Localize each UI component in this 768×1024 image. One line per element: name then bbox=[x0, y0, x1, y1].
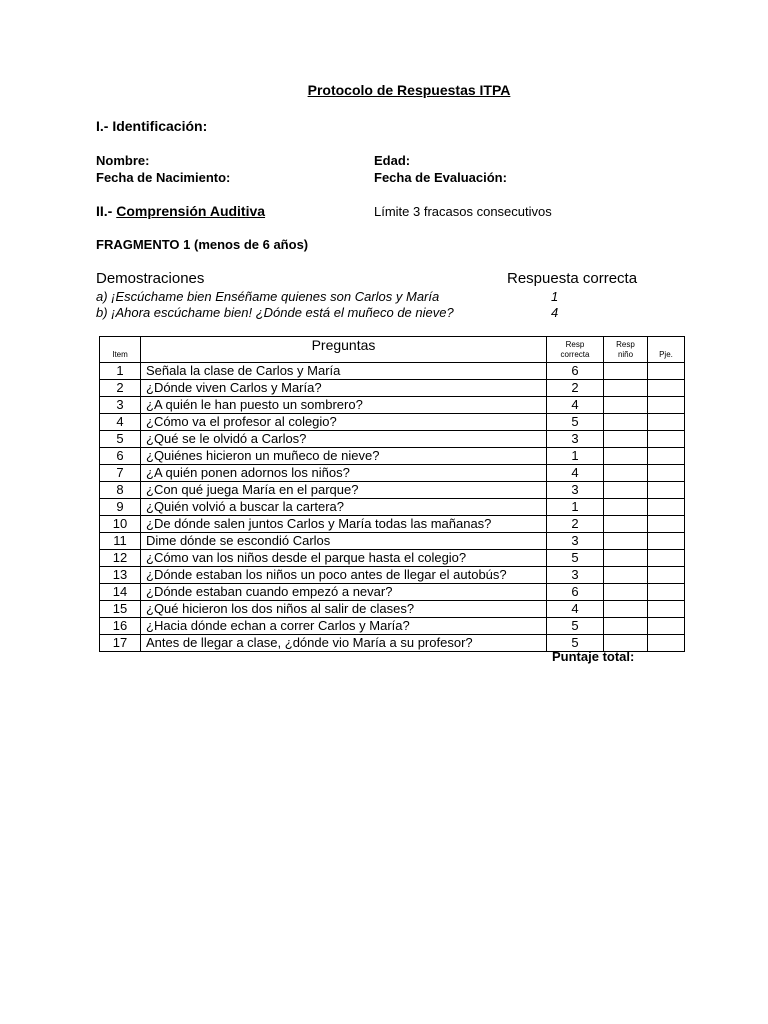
child-answer-cell bbox=[604, 550, 648, 567]
fecha-evaluacion-label: Fecha de Evaluación: bbox=[374, 170, 507, 185]
demo-answer-b: 4 bbox=[551, 305, 559, 320]
correct-answer: 3 bbox=[547, 482, 604, 499]
table-header-row bbox=[100, 337, 685, 363]
score-cell bbox=[648, 567, 685, 584]
item-number: 2 bbox=[100, 380, 141, 397]
item-number: 17 bbox=[100, 635, 141, 652]
demo-answer-a: 1 bbox=[551, 289, 559, 304]
page-title: Protocolo de Respuestas ITPA bbox=[307, 82, 511, 98]
table-row bbox=[100, 448, 685, 465]
header-pje bbox=[648, 337, 685, 363]
header-resp-nino bbox=[604, 337, 648, 363]
question-text: ¿Dónde estaban los niños un poco antes de llegar el autobús? bbox=[141, 567, 547, 584]
item-number: 11 bbox=[100, 533, 141, 550]
header-preguntas: Preguntas bbox=[141, 337, 547, 363]
question-text: ¿Qué se le olvidó a Carlos? bbox=[141, 431, 547, 448]
child-answer-cell bbox=[604, 482, 648, 499]
header-item-label: Item bbox=[112, 350, 128, 359]
table-row bbox=[100, 380, 685, 397]
item-number: 1 bbox=[100, 363, 141, 380]
correct-answer: 5 bbox=[547, 635, 604, 652]
question-text: Dime dónde se escondió Carlos bbox=[141, 533, 547, 550]
item-number: 4 bbox=[100, 414, 141, 431]
child-answer-cell bbox=[604, 601, 648, 618]
correct-answer: 2 bbox=[547, 516, 604, 533]
item-number: 16 bbox=[100, 618, 141, 635]
child-answer-cell bbox=[604, 431, 648, 448]
question-text: Señala la clase de Carlos y María bbox=[141, 363, 547, 380]
header-resp-correcta-line1: Resp bbox=[565, 339, 585, 349]
table-row bbox=[100, 414, 685, 431]
score-cell bbox=[648, 431, 685, 448]
header-pje-label: Pje. bbox=[659, 350, 673, 359]
item-number: 3 bbox=[100, 397, 141, 414]
score-cell bbox=[648, 482, 685, 499]
child-answer-cell bbox=[604, 516, 648, 533]
item-number: 15 bbox=[100, 601, 141, 618]
questions-table bbox=[99, 336, 685, 652]
correct-answer: 5 bbox=[547, 550, 604, 567]
table-row bbox=[100, 618, 685, 635]
child-answer-cell bbox=[604, 448, 648, 465]
item-number: 14 bbox=[100, 584, 141, 601]
header-resp-correcta-line2: correcta bbox=[560, 349, 590, 359]
score-cell bbox=[648, 516, 685, 533]
question-text: ¿Con qué juega María en el parque? bbox=[141, 482, 547, 499]
question-text: ¿Cómo van los niños desde el parque hasta el colegio? bbox=[141, 550, 547, 567]
score-cell bbox=[648, 397, 685, 414]
correct-answer: 5 bbox=[547, 618, 604, 635]
question-text: ¿De dónde salen juntos Carlos y María todas las mañanas? bbox=[141, 516, 547, 533]
question-text: ¿Quiénes hicieron un muñeco de nieve? bbox=[141, 448, 547, 465]
question-text: ¿Cómo va el profesor al colegio? bbox=[141, 414, 547, 431]
question-text: ¿Dónde estaban cuando empezó a nevar? bbox=[141, 584, 547, 601]
demos-heading: Demostraciones bbox=[96, 270, 205, 287]
score-cell bbox=[648, 618, 685, 635]
item-number: 12 bbox=[100, 550, 141, 567]
correct-answer: 4 bbox=[547, 397, 604, 414]
section-identificacion-heading: I.- Identificación: bbox=[96, 118, 208, 134]
item-number: 6 bbox=[100, 448, 141, 465]
correct-answer: 6 bbox=[547, 363, 604, 380]
correct-answer: 5 bbox=[547, 414, 604, 431]
table-row bbox=[100, 482, 685, 499]
item-number: 7 bbox=[100, 465, 141, 482]
score-cell bbox=[648, 380, 685, 397]
question-text: ¿A quién le han puesto un sombrero? bbox=[141, 397, 547, 414]
question-text: ¿A quién ponen adornos los niños? bbox=[141, 465, 547, 482]
score-cell bbox=[648, 465, 685, 482]
child-answer-cell bbox=[604, 414, 648, 431]
question-text: ¿Hacia dónde echan a correr Carlos y María? bbox=[141, 618, 547, 635]
correct-answer: 3 bbox=[547, 431, 604, 448]
table-row bbox=[100, 499, 685, 516]
item-number: 5 bbox=[100, 431, 141, 448]
question-text: Antes de llegar a clase, ¿dónde vio María a su profesor? bbox=[141, 635, 547, 652]
item-number: 8 bbox=[100, 482, 141, 499]
score-cell bbox=[648, 601, 685, 618]
table-row bbox=[100, 584, 685, 601]
question-text: ¿Qué hicieron los dos niños al salir de clases? bbox=[141, 601, 547, 618]
table-row bbox=[100, 465, 685, 482]
child-answer-cell bbox=[604, 465, 648, 482]
table-row bbox=[100, 516, 685, 533]
section-title: Comprensión Auditiva bbox=[116, 203, 266, 219]
fragment-title: FRAGMENTO 1 (menos de 6 años) bbox=[96, 237, 309, 252]
table-row bbox=[100, 363, 685, 380]
header-item bbox=[100, 337, 141, 363]
table-row bbox=[100, 533, 685, 550]
item-number: 9 bbox=[100, 499, 141, 516]
table-row bbox=[100, 601, 685, 618]
section-number: II.- bbox=[96, 203, 113, 219]
total-score-label: Puntaje total: bbox=[552, 649, 635, 664]
correct-answer: 4 bbox=[547, 465, 604, 482]
demo-item-b: b) ¡Ahora escúchame bien! ¿Dónde está el muñeco de nieve? bbox=[96, 305, 454, 320]
child-answer-cell bbox=[604, 567, 648, 584]
correct-answer: 3 bbox=[547, 533, 604, 550]
fecha-nacimiento-label: Fecha de Nacimiento: bbox=[96, 170, 231, 185]
score-cell bbox=[648, 635, 685, 652]
table-row bbox=[100, 431, 685, 448]
child-answer-cell bbox=[604, 533, 648, 550]
child-answer-cell bbox=[604, 618, 648, 635]
score-cell bbox=[648, 363, 685, 380]
score-cell bbox=[648, 550, 685, 567]
item-number: 10 bbox=[100, 516, 141, 533]
child-answer-cell bbox=[604, 584, 648, 601]
section-comprension-heading bbox=[96, 203, 265, 219]
score-cell bbox=[648, 533, 685, 550]
header-resp-nino-line2: niño bbox=[617, 349, 634, 359]
child-answer-cell bbox=[604, 397, 648, 414]
table-row bbox=[100, 397, 685, 414]
correct-answer: 1 bbox=[547, 448, 604, 465]
score-cell bbox=[648, 448, 685, 465]
score-cell bbox=[648, 499, 685, 516]
table-row bbox=[100, 550, 685, 567]
child-answer-cell bbox=[604, 499, 648, 516]
correct-answer: 2 bbox=[547, 380, 604, 397]
correct-answer: 6 bbox=[547, 584, 604, 601]
header-resp-nino-line1: Resp bbox=[616, 339, 635, 349]
item-number: 13 bbox=[100, 567, 141, 584]
header-resp-correcta bbox=[547, 337, 604, 363]
table-row bbox=[100, 567, 685, 584]
child-answer-cell bbox=[604, 380, 648, 397]
limit-note: Límite 3 fracasos consecutivos bbox=[374, 204, 552, 219]
correct-answer: 4 bbox=[547, 601, 604, 618]
question-text: ¿Quién volvió a buscar la cartera? bbox=[141, 499, 547, 516]
question-text: ¿Dónde viven Carlos y María? bbox=[141, 380, 547, 397]
nombre-label: Nombre: bbox=[96, 153, 150, 168]
score-cell bbox=[648, 414, 685, 431]
child-answer-cell bbox=[604, 363, 648, 380]
correct-answer: 1 bbox=[547, 499, 604, 516]
demos-answer-heading: Respuesta correcta bbox=[507, 270, 638, 287]
score-cell bbox=[648, 584, 685, 601]
correct-answer: 3 bbox=[547, 567, 604, 584]
edad-label: Edad: bbox=[374, 153, 411, 168]
demo-item-a: a) ¡Escúchame bien Enséñame quienes son Carlos y María bbox=[96, 289, 440, 304]
